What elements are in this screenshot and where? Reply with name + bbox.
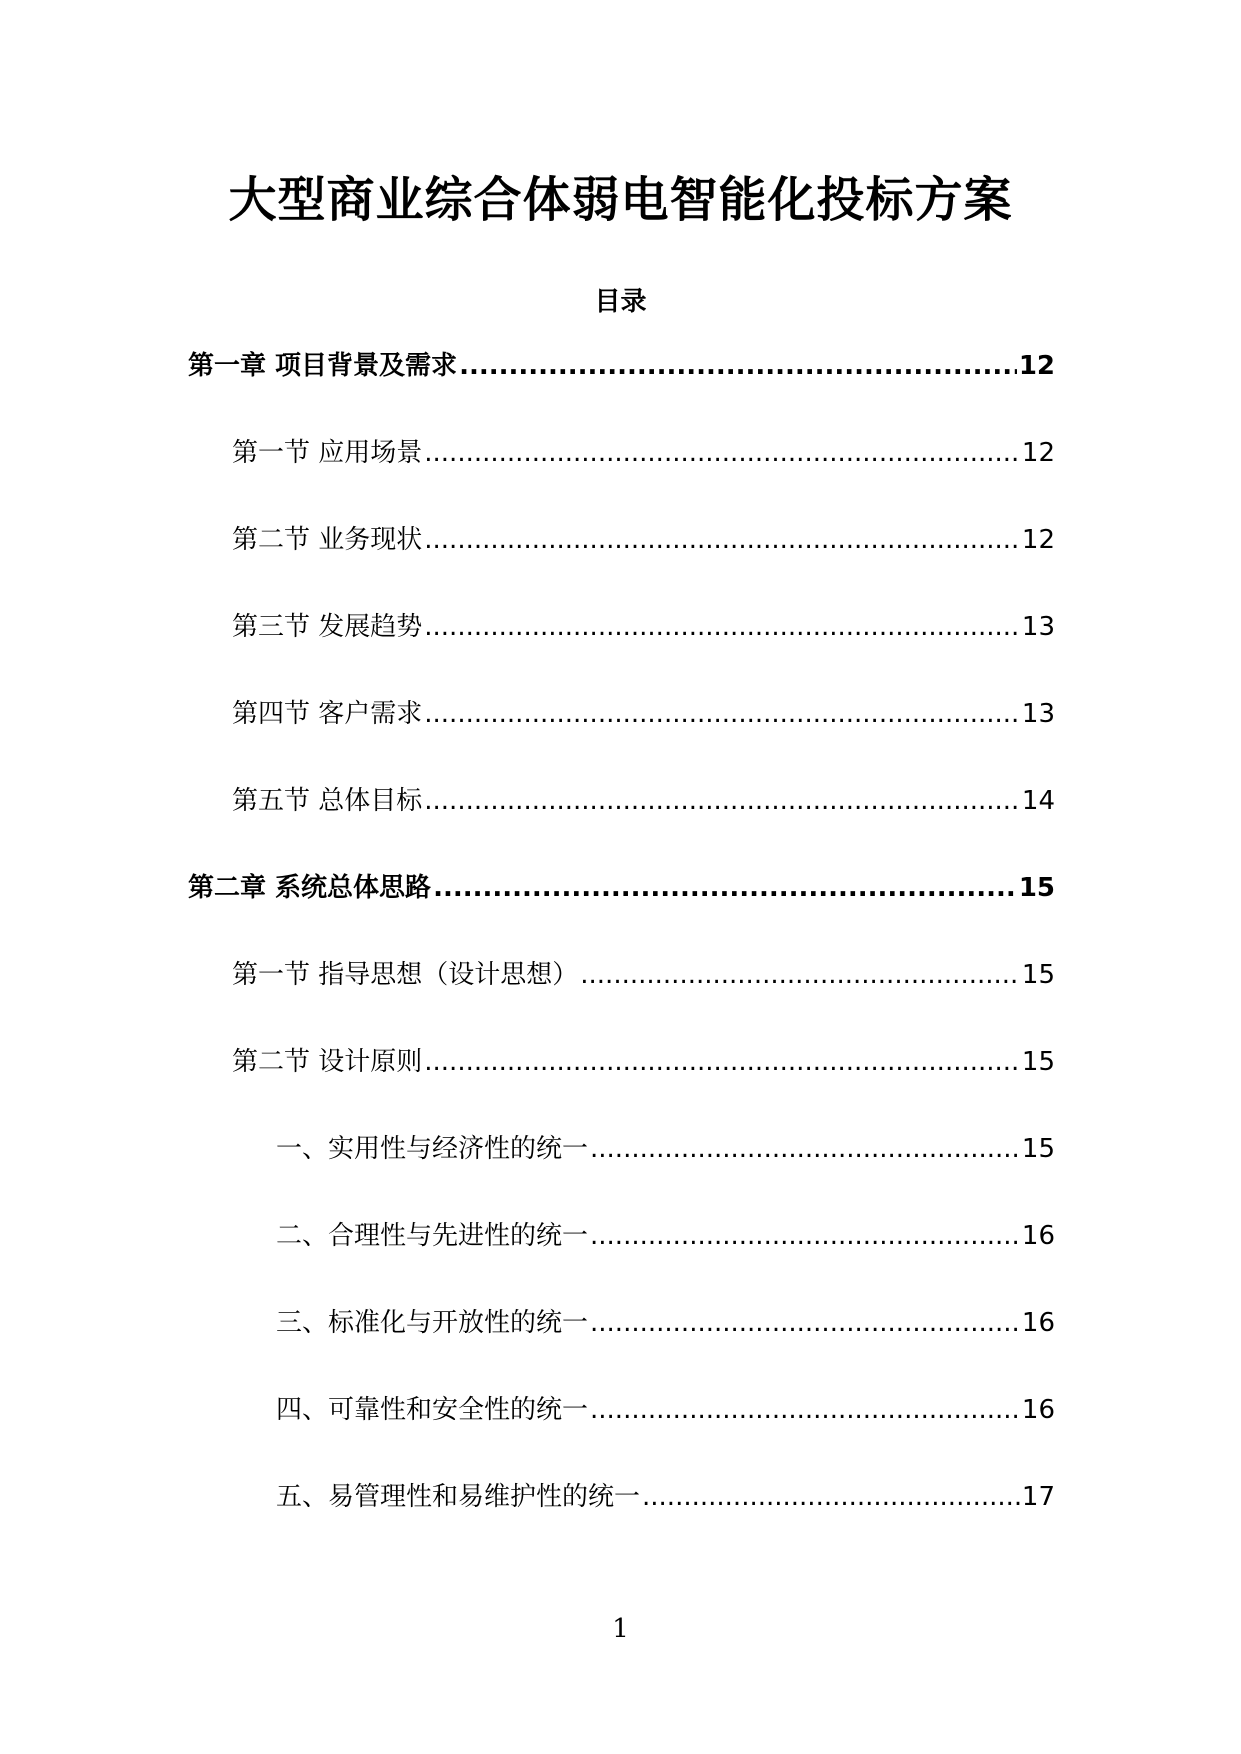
- toc-entry-chapter-1[interactable]: [0, 348, 1241, 435]
- toc-leader-dots: [424, 522, 1020, 558]
- toc-leader-dots: [590, 1218, 1020, 1254]
- toc-entry-page: 15: [1021, 960, 1055, 990]
- toc-entry-page: 15: [1018, 873, 1055, 903]
- toc-leader-dots: [424, 1044, 1020, 1080]
- toc-entry-page: 12: [1018, 351, 1055, 381]
- toc-entry-subsection[interactable]: [0, 1392, 1241, 1479]
- toc-leader-dots: [580, 957, 1020, 993]
- toc-entry-subsection[interactable]: [0, 1479, 1241, 1566]
- toc-entry-page: 13: [1021, 699, 1055, 729]
- toc-heading: 目录: [594, 287, 647, 317]
- toc-leader-dots: [590, 1392, 1020, 1428]
- toc-leader-dots: [424, 696, 1020, 732]
- toc-entry-section[interactable]: [0, 1044, 1241, 1131]
- toc-entry-label: 第四节 客户需求: [232, 699, 423, 729]
- toc-entry-page: 16: [1021, 1395, 1055, 1425]
- toc-entry-label: 第一节 应用场景: [232, 438, 423, 468]
- toc-entry-page: 17: [1021, 1482, 1055, 1512]
- toc-entry-page: 14: [1021, 786, 1055, 816]
- toc-entry-label: 第一章 项目背景及需求: [188, 351, 458, 381]
- toc-entry-page: 15: [1021, 1134, 1055, 1164]
- toc-leader-dots: [590, 1305, 1020, 1341]
- toc-leader-dots: [459, 348, 1017, 384]
- toc-entry-label: 二、合理性与先进性的统一: [276, 1221, 589, 1251]
- toc-entry-label: 第一节 指导思想（设计思想）: [232, 960, 579, 990]
- toc-entry-subsection[interactable]: [0, 1305, 1241, 1392]
- toc-entry-label: 四、可靠性和安全性的统一: [276, 1395, 589, 1425]
- toc-entry-label: 第二节 设计原则: [232, 1047, 423, 1077]
- toc-entry-page: 13: [1021, 612, 1055, 642]
- toc-entry-label: 三、标准化与开放性的统一: [276, 1308, 589, 1338]
- toc-entry-label: 第二章 系统总体思路: [188, 873, 432, 903]
- toc-leader-dots: [642, 1479, 1020, 1515]
- toc-entry-section[interactable]: [0, 435, 1241, 522]
- toc-entry-page: 15: [1021, 1047, 1055, 1077]
- toc-entry-page: 16: [1021, 1221, 1055, 1251]
- toc-leader-dots: [433, 870, 1017, 906]
- toc-entry-page: 12: [1021, 525, 1055, 555]
- toc-entry-page: 12: [1021, 438, 1055, 468]
- toc-entry-label: 第五节 总体目标: [232, 786, 423, 816]
- toc-entry-label: 第三节 发展趋势: [232, 612, 423, 642]
- toc-leader-dots: [590, 1131, 1020, 1167]
- table-of-contents: [0, 348, 1241, 1566]
- toc-entry-label: 第二节 业务现状: [232, 525, 423, 555]
- toc-entry-subsection[interactable]: [0, 1218, 1241, 1305]
- page-number: 1: [612, 1614, 629, 1644]
- toc-entry-label: 五、易管理性和易维护性的统一: [276, 1482, 641, 1512]
- toc-entry-section[interactable]: [0, 696, 1241, 783]
- toc-entry-label: 一、实用性与经济性的统一: [276, 1134, 589, 1164]
- toc-entry-section[interactable]: [0, 609, 1241, 696]
- toc-entry-section[interactable]: [0, 783, 1241, 870]
- toc-entry-section[interactable]: [0, 522, 1241, 609]
- toc-leader-dots: [424, 783, 1020, 819]
- document-title: 大型商业综合体弱电智能化投标方案: [228, 172, 1013, 228]
- toc-entry-chapter-2[interactable]: [0, 870, 1241, 957]
- toc-leader-dots: [424, 609, 1020, 645]
- toc-leader-dots: [424, 435, 1020, 471]
- toc-entry-page: 16: [1021, 1308, 1055, 1338]
- toc-entry-subsection[interactable]: [0, 1131, 1241, 1218]
- toc-entry-section[interactable]: [0, 957, 1241, 1044]
